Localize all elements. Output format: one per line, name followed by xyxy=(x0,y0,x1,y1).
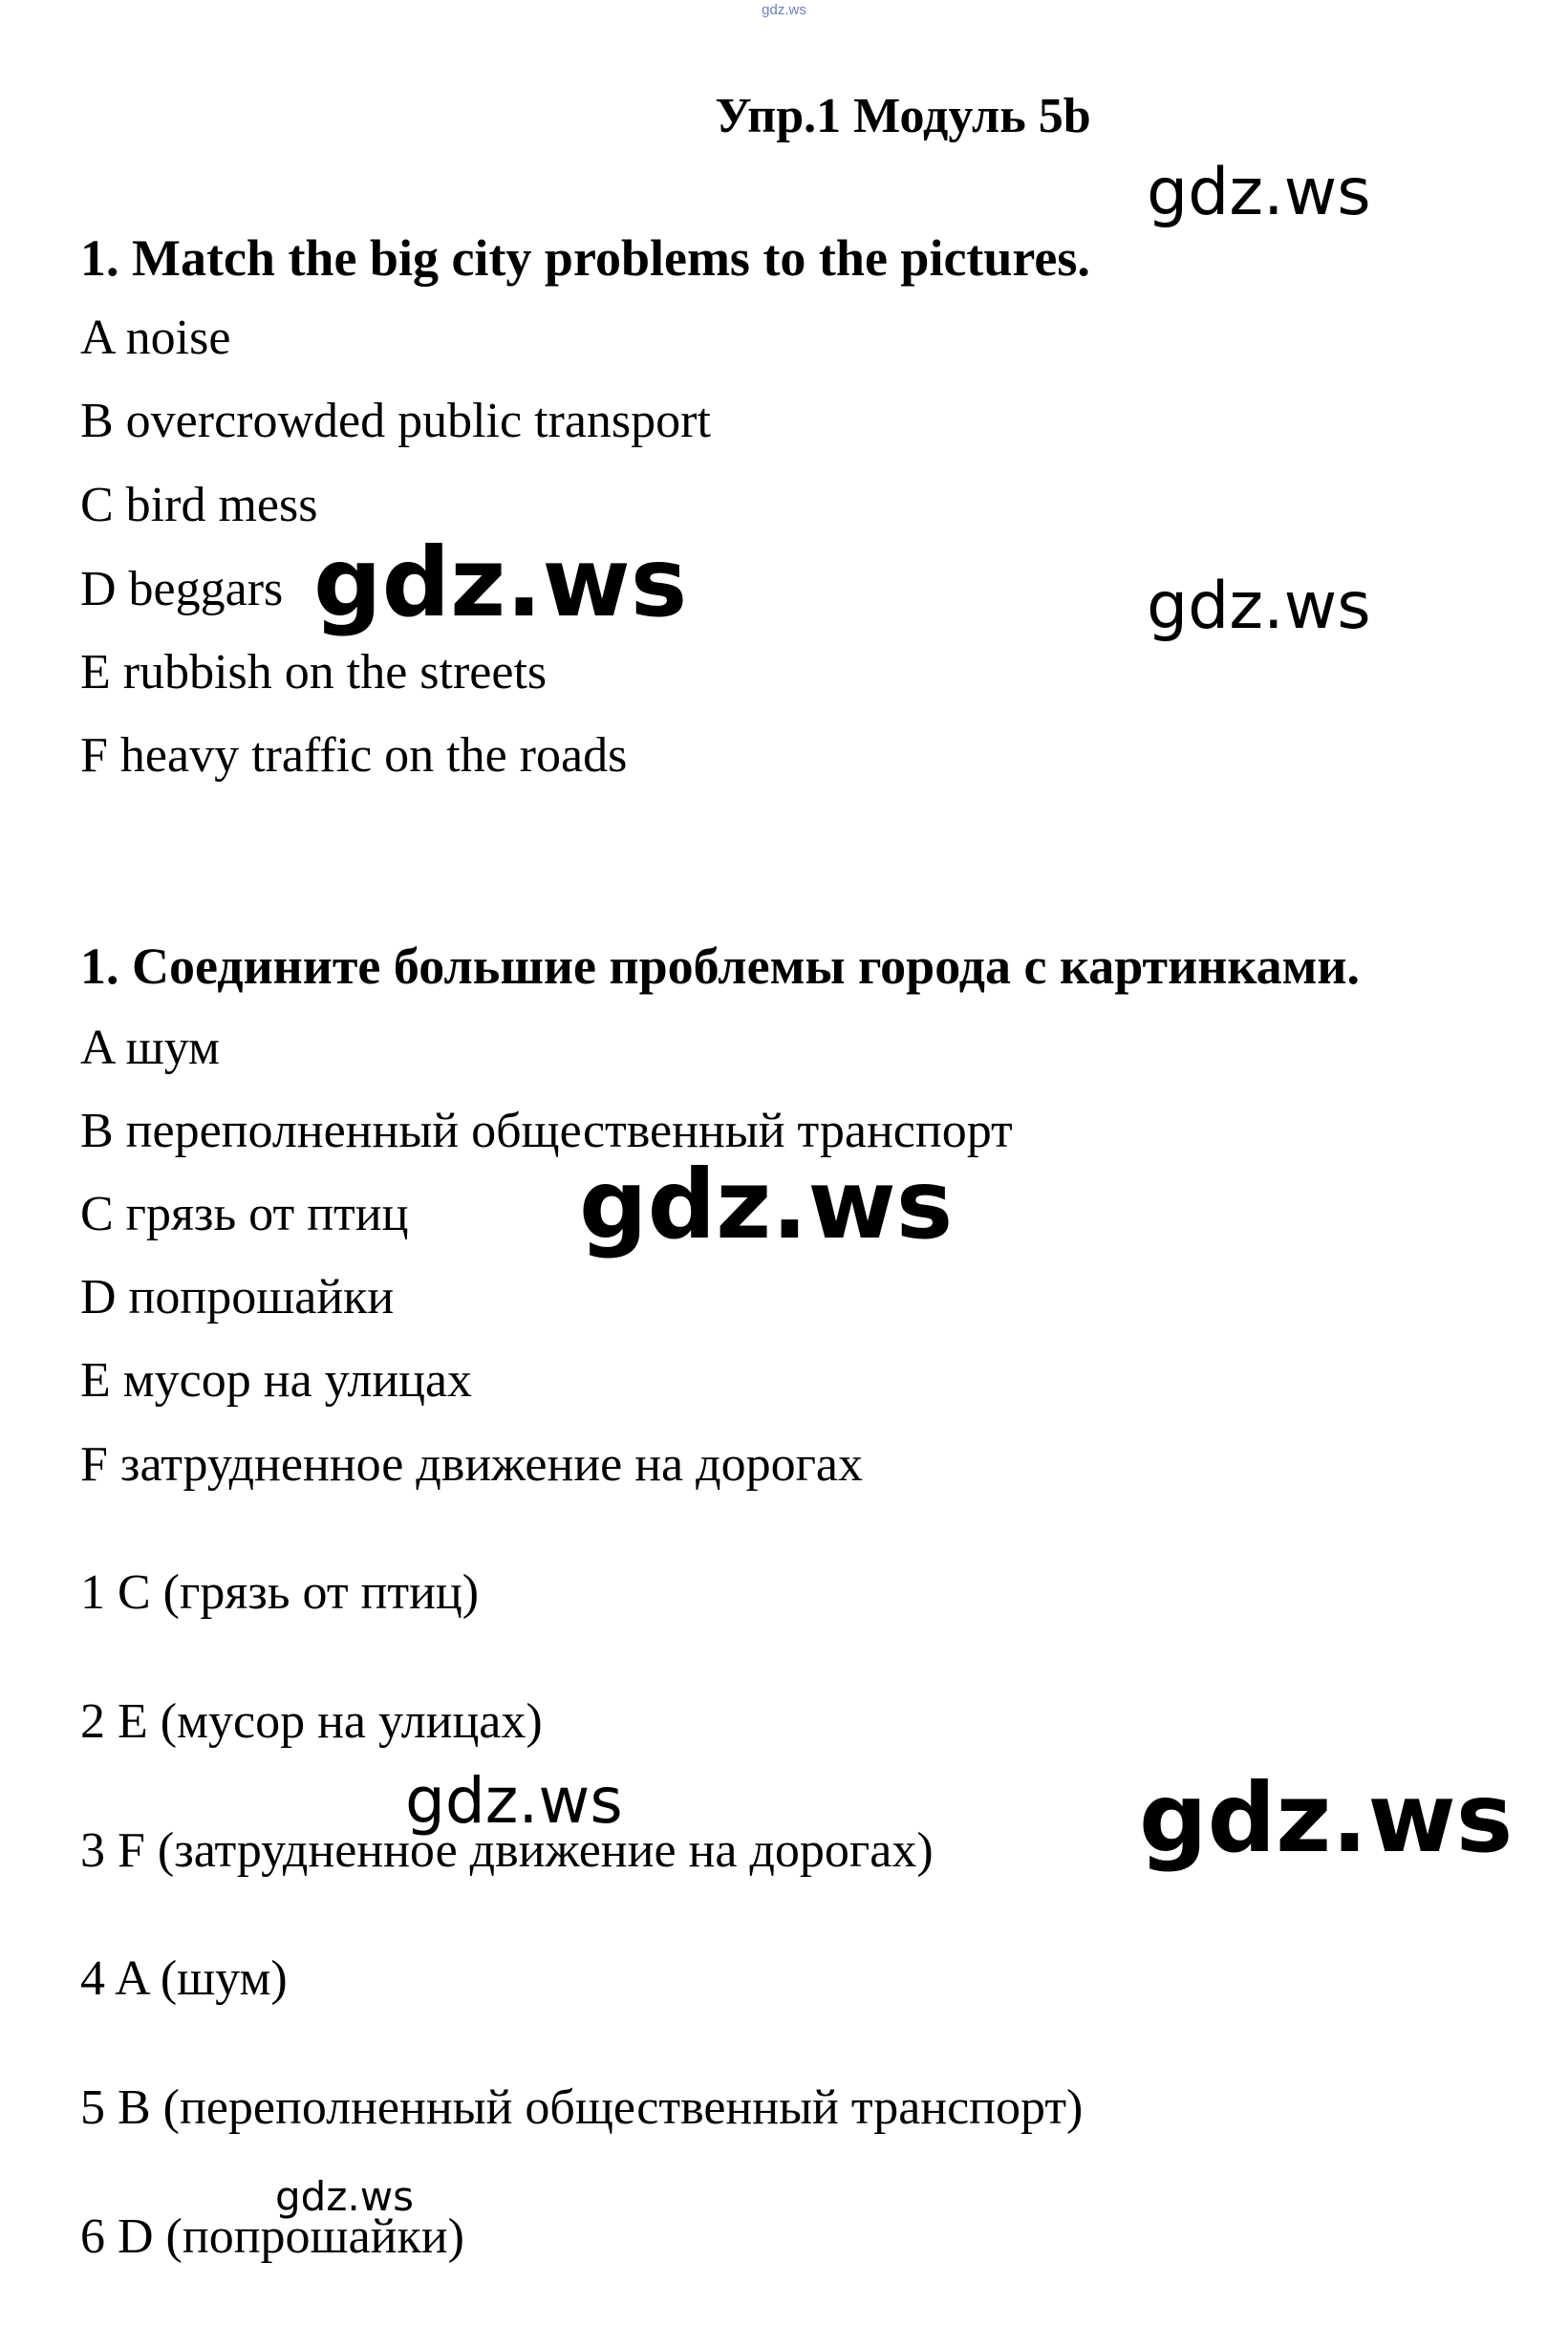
english-heading: 1. Match the big city problems to the pictures. xyxy=(80,229,1090,287)
watermark-4: gdz.ws xyxy=(579,1149,954,1260)
watermark-5: gdz.ws xyxy=(405,1764,623,1838)
answer-4: 4 A (шум) xyxy=(80,1951,288,2006)
answer-2: 2 E (мусор на улицах) xyxy=(80,1694,543,1749)
english-item-e: E rubbish on the streets xyxy=(80,645,548,700)
english-item-c: C bird mess xyxy=(80,478,318,532)
russian-item-c: C грязь от птиц xyxy=(80,1187,409,1241)
english-item-d: D beggars xyxy=(80,562,284,616)
russian-item-a: A шум xyxy=(80,1021,220,1075)
watermark-3: gdz.ws xyxy=(1147,569,1371,644)
page-title: Упр.1 Модуль 5b xyxy=(715,89,1091,143)
answer-1: 1 C (грязь от птиц) xyxy=(80,1565,480,1620)
watermark-1: gdz.ws xyxy=(1147,155,1371,230)
watermark-2: gdz.ws xyxy=(313,527,688,638)
top-watermark: gdz.ws xyxy=(762,2,806,18)
english-item-b: B overcrowded public transport xyxy=(80,394,711,448)
english-item-a: A noise xyxy=(80,311,231,365)
russian-item-f: F затрудненное движение на дорогах xyxy=(80,1437,863,1492)
russian-item-e: E мусор на улицах xyxy=(80,1353,473,1408)
russian-item-d: D попрошайки xyxy=(80,1270,395,1325)
russian-item-b: B переполненный общественный транспорт xyxy=(80,1104,1013,1158)
watermark-7: gdz.ws xyxy=(275,2173,414,2220)
watermark-6: gdz.ws xyxy=(1139,1762,1514,1874)
english-item-f: F heavy traffic on the roads xyxy=(80,728,628,783)
russian-heading: 1. Соедините большие проблемы города с картинками. xyxy=(80,937,1361,995)
answer-3: 3 F (затрудненное движение на дорогах) xyxy=(80,1823,934,1878)
answer-5: 5 B (переполненный общественный транспорт) xyxy=(80,2080,1084,2135)
answer-6: 6 D (попрошайки) xyxy=(80,2209,464,2264)
